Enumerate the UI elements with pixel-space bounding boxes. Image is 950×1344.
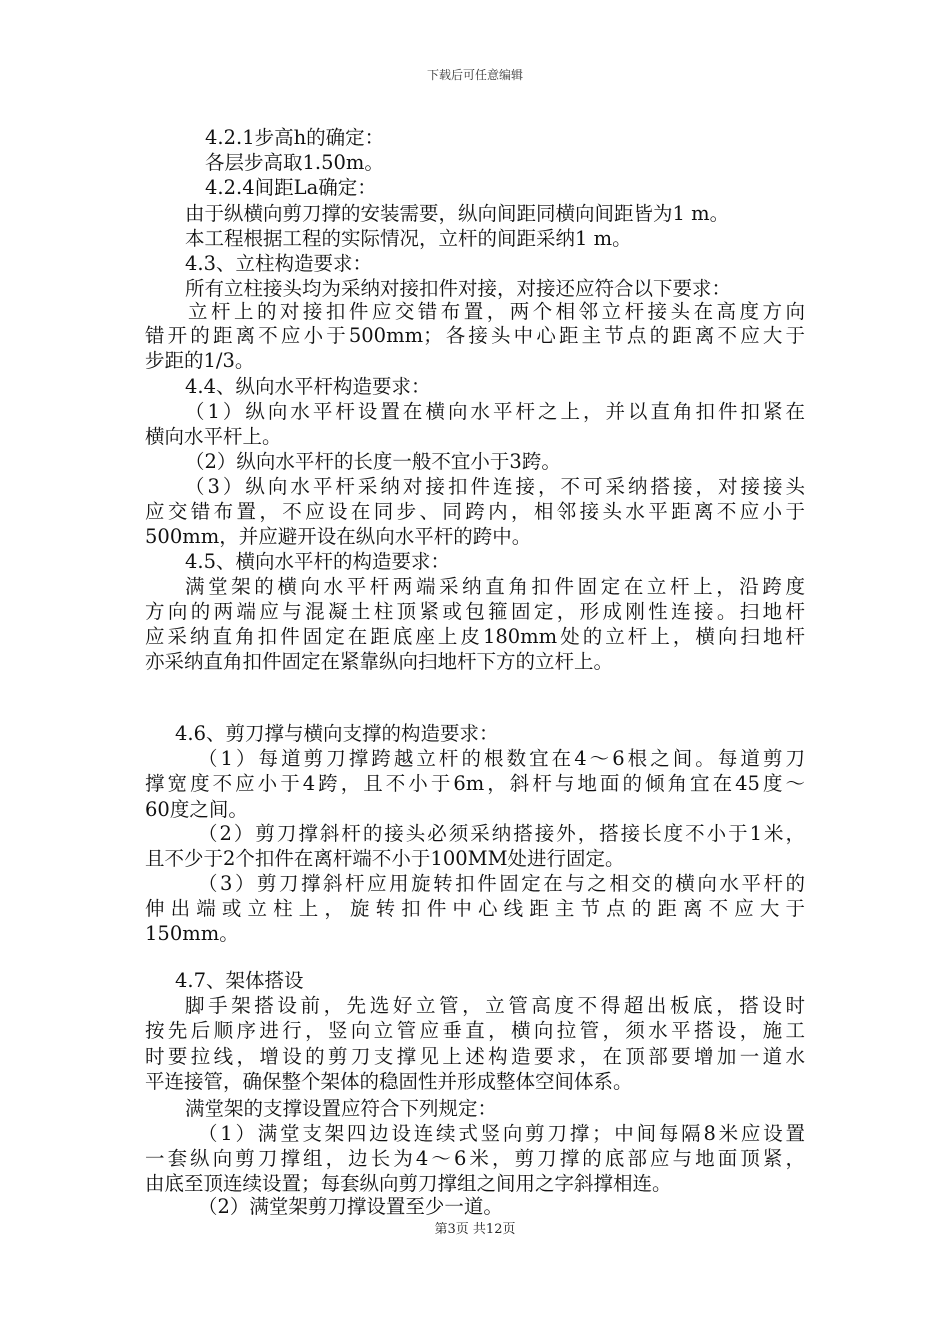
- text-line: 步距的1/3。: [145, 349, 255, 372]
- text-line: 4.5、横向水平杆的构造要求：: [185, 550, 451, 573]
- text-line: 由于纵横向剪刀撑的安装需要，纵向间距同横向间距皆为1 m。: [185, 202, 730, 225]
- page-header: 下载后可任意编辑: [426, 68, 523, 82]
- text-line: 60度之间。: [145, 798, 248, 821]
- text-line: 4.2.4间距La确定：: [205, 176, 377, 199]
- text-line: 所有立柱接头均为采纳对接扣件对接，对接还应符合以下要求：: [185, 277, 732, 300]
- text-line: 各层步高取1.50m。: [205, 151, 384, 174]
- text-line: 伸出端或立柱上，旋转扣件中心线距主节点的距离不应大于: [145, 897, 805, 920]
- text-line: 时要拉线，增设的剪刀支撑见上述构造要求，在顶部要增加一道水: [145, 1045, 805, 1068]
- text-line: 平连接管，确保整个架体的稳固性并形成整体空间体系。: [145, 1070, 633, 1093]
- text-line: 应采纳直角扣件固定在距底座上皮180mm处的立杆上，横向扫地杆: [145, 625, 805, 648]
- text-line: 4.4、纵向水平杆构造要求：: [185, 375, 431, 398]
- text-line: 由底至顶连续设置；每套纵向剪刀撑组之间用之字斜撑相连。: [145, 1172, 672, 1195]
- text-line: 本工程根据工程的实际情况，立杆的间距采纳1 m。: [185, 227, 632, 250]
- text-line: 撑宽度不应小于4跨，且不小于6m，斜杆与地面的倾角宜在45度～: [145, 772, 805, 795]
- text-line: 4.7、架体搭设: [175, 969, 304, 992]
- text-line: 应交错布置，不应设在同步、同跨内，相邻接头水平距离不应小于: [145, 500, 805, 523]
- text-line: （2）满堂架剪刀撑设置至少一道。: [198, 1195, 503, 1218]
- text-line: 错开的距离不应小于500mm；各接头中心距主节点的距离不应大于: [145, 324, 805, 347]
- text-line: 500mm，并应避开设在纵向水平杆的跨中。: [145, 525, 532, 548]
- text-line: 4.3、立柱构造要求：: [185, 252, 373, 275]
- text-line: （1）满堂支架四边设连续式竖向剪刀撑；中间每隔8米应设置: [198, 1122, 805, 1145]
- text-line: 满堂架的支撑设置应符合下列规定：: [185, 1097, 498, 1120]
- text-line: （3）纵向水平杆采纳对接扣件连接，不可采纳搭接，对接接头: [185, 475, 805, 498]
- text-line: 150mm。: [145, 922, 239, 945]
- text-line: 4.6、剪刀撑与横向支撑的构造要求：: [175, 722, 499, 745]
- text-line: 横向水平杆上。: [145, 425, 282, 448]
- text-line: 一套纵向剪刀撑组，边长为4～6米，剪刀撑的底部应与地面顶紧，: [145, 1147, 805, 1170]
- text-line: 满堂架的横向水平杆两端采纳直角扣件固定在立杆上，沿跨度: [185, 575, 805, 598]
- text-line: 且不少于2个扣件在离杆端不小于100MM处进行固定。: [145, 847, 625, 870]
- text-line: 方向的两端应与混凝土柱顶紧或包箍固定，形成刚性连接。扫地杆: [145, 600, 805, 623]
- text-line: 亦采纳直角扣件固定在紧靠纵向扫地杆下方的立杆上。: [145, 650, 614, 673]
- page-footer: 第3页 共12页: [434, 1222, 516, 1237]
- text-line: 按先后顺序进行，竖向立管应垂直，横向拉管，须水平搭设，施工: [145, 1019, 805, 1042]
- text-line: 脚手架搭设前，先选好立管，立管高度不得超出板底，搭设时: [185, 994, 805, 1017]
- text-line: 4.2.1步高h的确定：: [205, 126, 385, 149]
- text-line: 立杆上的对接扣件应交错布置，两个相邻立杆接头在高度方向: [188, 300, 805, 323]
- text-line: （1）每道剪刀撑跨越立杆的根数宜在4～6根之间。每道剪刀: [198, 747, 805, 770]
- text-line: （2）纵向水平杆的长度一般不宜小于3跨。: [185, 450, 561, 473]
- text-line: （1）纵向水平杆设置在横向水平杆之上，并以直角扣件扣紧在: [185, 400, 805, 423]
- text-line: （3）剪刀撑斜杆应用旋转扣件固定在与之相交的横向水平杆的: [198, 872, 805, 895]
- text-line: （2）剪刀撑斜杆的接头必须采纳搭接外，搭接长度不小于1米，: [198, 822, 805, 845]
